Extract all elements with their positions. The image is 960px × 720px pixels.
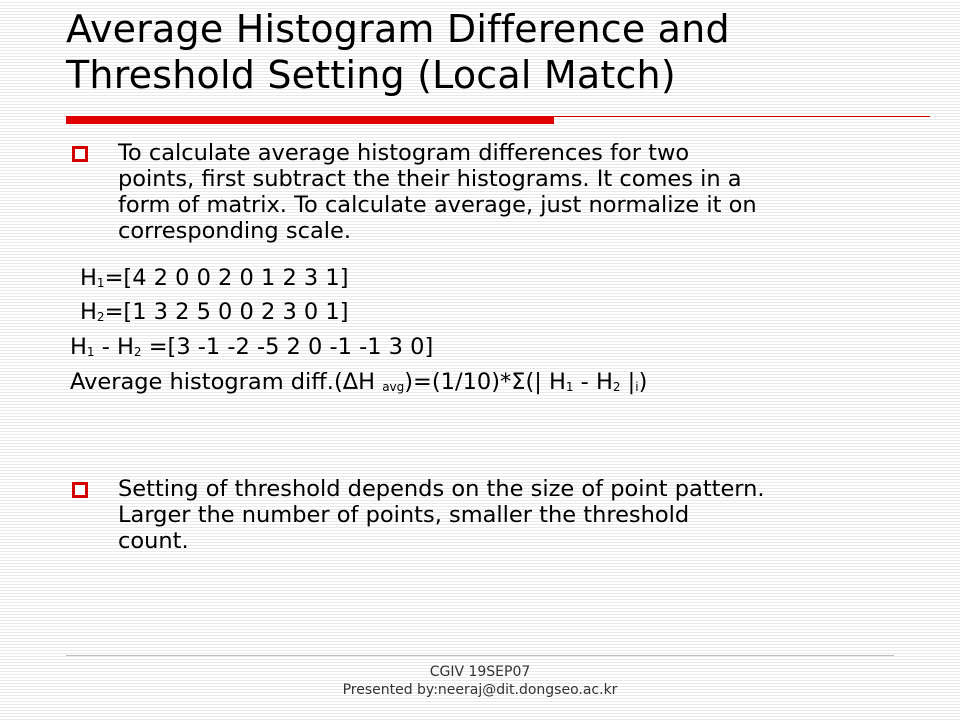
bullet-text-2: Setting of threshold depends on the size of point pattern. Larger the number of points, smaller the threshold count.: [118, 476, 765, 554]
bullet-item-2: [72, 476, 922, 554]
slide-title-line-2: Threshold Setting (Local Match): [66, 53, 676, 97]
bullet-text-1: To calculate average histogram differences for two points, first subtract the their histograms. It comes in a form of matrix. To calculate average, just normalize it on corresponding scale.: [118, 140, 757, 244]
formula-h1: $H_1=[4$ 2 0 0 2 0 1 2 3 1]: [80, 265, 349, 291]
square-bullet-icon: [72, 482, 88, 498]
formula-h2: $H_2=[1$ 3 2 5 0 0 2 3 0 1]: [80, 299, 349, 325]
formula-difference: $H_1 - H_2 =[3$ -1 -2 -5 2 0 -1 -1 3 0]: [70, 334, 434, 360]
slide-title-line-1: Average Histogram Difference and: [66, 7, 730, 51]
formula-average: Average histogram diff.(ΔH $_{avg}$)=(1/10)*Σ(| $H_1 - H_2$ $|_i$): [70, 369, 648, 395]
slide-title: [66, 6, 926, 98]
bullet-item-1: [72, 140, 922, 244]
title-underline-thick: [66, 116, 554, 124]
footer-presenter: Presented by:neeraj@dit.dongseo.ac.kr: [342, 682, 618, 698]
square-bullet-icon: [72, 146, 88, 162]
footer-divider: [66, 655, 894, 656]
footer-date: CGIV 19SEP07: [429, 664, 531, 680]
